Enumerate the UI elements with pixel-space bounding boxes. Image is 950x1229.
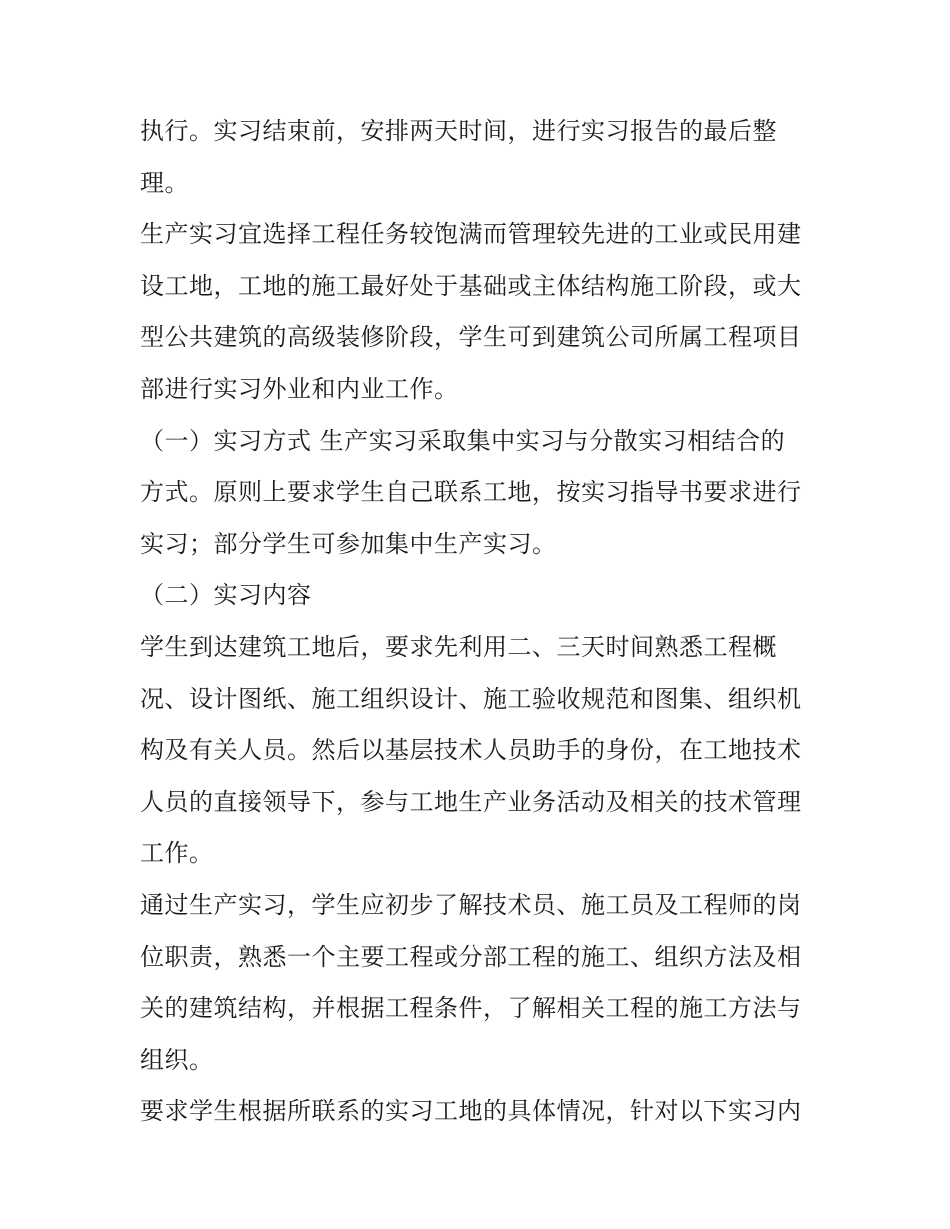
section-heading: （二）实习内容 [140, 581, 312, 610]
text-line: 型公共建筑的高级装修阶段，学生可到建筑公司所属工程项目 [140, 323, 802, 352]
text-line: 生产实习宜选择工程任务较饱满而管理较先进的工业或民用建 [140, 220, 802, 249]
text-line: 理。 [140, 168, 189, 197]
text-line: （一）实习方式 生产实习采取集中实习与分散实习相结合的 [140, 426, 786, 455]
text-line: 学生到达建筑工地后，要求先利用二、三天时间熟悉工程概 [140, 632, 777, 661]
document-body [140, 106, 820, 1138]
text-line: 部进行实习外业和内业工作。 [140, 374, 459, 403]
text-line: 设工地，工地的施工最好处于基础或主体结构施工阶段，或大 [140, 271, 802, 300]
text-line: 组织。 [140, 1045, 214, 1074]
text-line: 况、设计图纸、施工组织设计、施工验收规范和图集、组织机 [140, 684, 802, 713]
text-line: 人员的直接领导下，参与工地生产业务活动及相关的技术管理 [140, 787, 802, 816]
text-line: 关的建筑结构，并根据工程条件，了解相关工程的施工方法与 [140, 994, 802, 1023]
text-line: 方式。原则上要求学生自己联系工地，按实习指导书要求进行 [140, 478, 802, 507]
text-line: 实习；部分学生可参加集中生产实习。 [140, 529, 557, 558]
text-line: 构及有关人员。然后以基层技术人员助手的身份，在工地技术 [140, 736, 802, 765]
text-line: 通过生产实习，学生应初步了解技术员、施工员及工程师的岗 [140, 890, 802, 919]
text-line: 位职责，熟悉一个主要工程或分部工程的施工、组织方法及相 [140, 942, 802, 971]
text-line: 要求学生根据所联系的实习工地的具体情况，针对以下实习内 [140, 1097, 802, 1126]
text-line: 工作。 [140, 839, 214, 868]
text-line: 执行。实习结束前，安排两天时间，进行实习报告的最后整 [140, 117, 777, 145]
